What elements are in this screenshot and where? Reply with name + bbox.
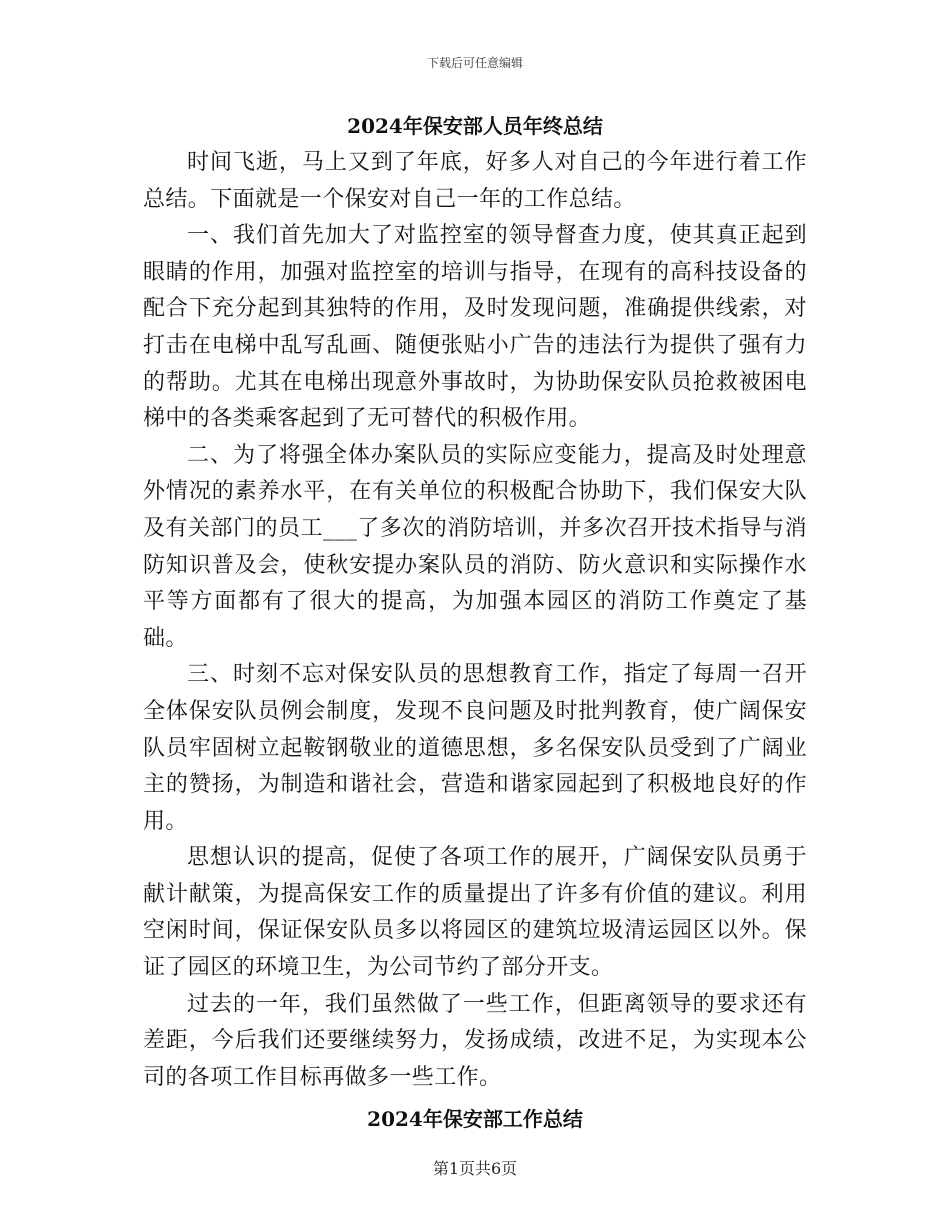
second-document-title: 2024年保安部工作总结 xyxy=(367,1107,583,1132)
header-note: 下载后可任意编辑 xyxy=(426,56,523,70)
paragraph-section-2: 二、为了将强全体办案队员的实际应变能力，提高及时处理意外情况的素养水平，在有关单位的积极配合协助下，我们保安大队及有关部门的员工___了多次的消防培训，并多次召开技术指导与消防知识普及会，使秋安提办案队员的消防、防火意识和实际操作水平等方面都有了很大的提高，为加强本园区的消防工作奠定了基础。 xyxy=(143,442,807,651)
paragraph-thinking: 思想认识的提高，促使了各项工作的展开，广阔保安队员勇于献计献策，为提高保安工作的质量提出了许多有价值的建议。利用空闲时间，保证保安队员多以将园区的建筑垃圾清运园区以外。保证了园区的环境卫生，为公司节约了部分开支。 xyxy=(143,845,807,981)
document-body xyxy=(143,111,807,1134)
paragraph-section-3: 三、时刻不忘对保安队员的思想教育工作，指定了每周一召开全体保安队员例会制度，发现不良问题及时批判教育，使广阔保安队员牢固树立起鞍钢敬业的道德思想，多名保安队员受到了广阔业主的赞扬，为制造和谐社会，营造和谐家园起到了积极地良好的作用。 xyxy=(143,662,807,834)
paragraph-conclusion: 过去的一年，我们虽然做了一些工作，但距离领导的要求还有差距，今后我们还要继续努力，发扬成绩，改进不足，为实现本公司的各项工作目标再做多一些工作。 xyxy=(143,991,807,1090)
page-footer: 第1页共6页 xyxy=(432,1159,518,1178)
paragraph-intro: 时间飞逝，马上又到了年底，好多人对自己的今年进行着工作总结。下面就是一个保安对自己一年的工作总结。 xyxy=(143,150,807,212)
document-title: 2024年保安部人员年终总结 xyxy=(347,114,603,138)
paragraph-section-1: 一、我们首先加大了对监控室的领导督查力度，使其真正起到眼睛的作用，加强对监控室的培训与指导，在现有的高科技设备的配合下充分起到其独特的作用，及时发现问题，准确提供线索，对打击在电梯中乱写乱画、随便张贴小广告的违法行为提供了强有力的帮助。尤其在电梯出现意外事故时，为协助保安队员抢救被困电梯中的各类乘客起到了无可替代的积极作用。 xyxy=(143,223,807,432)
